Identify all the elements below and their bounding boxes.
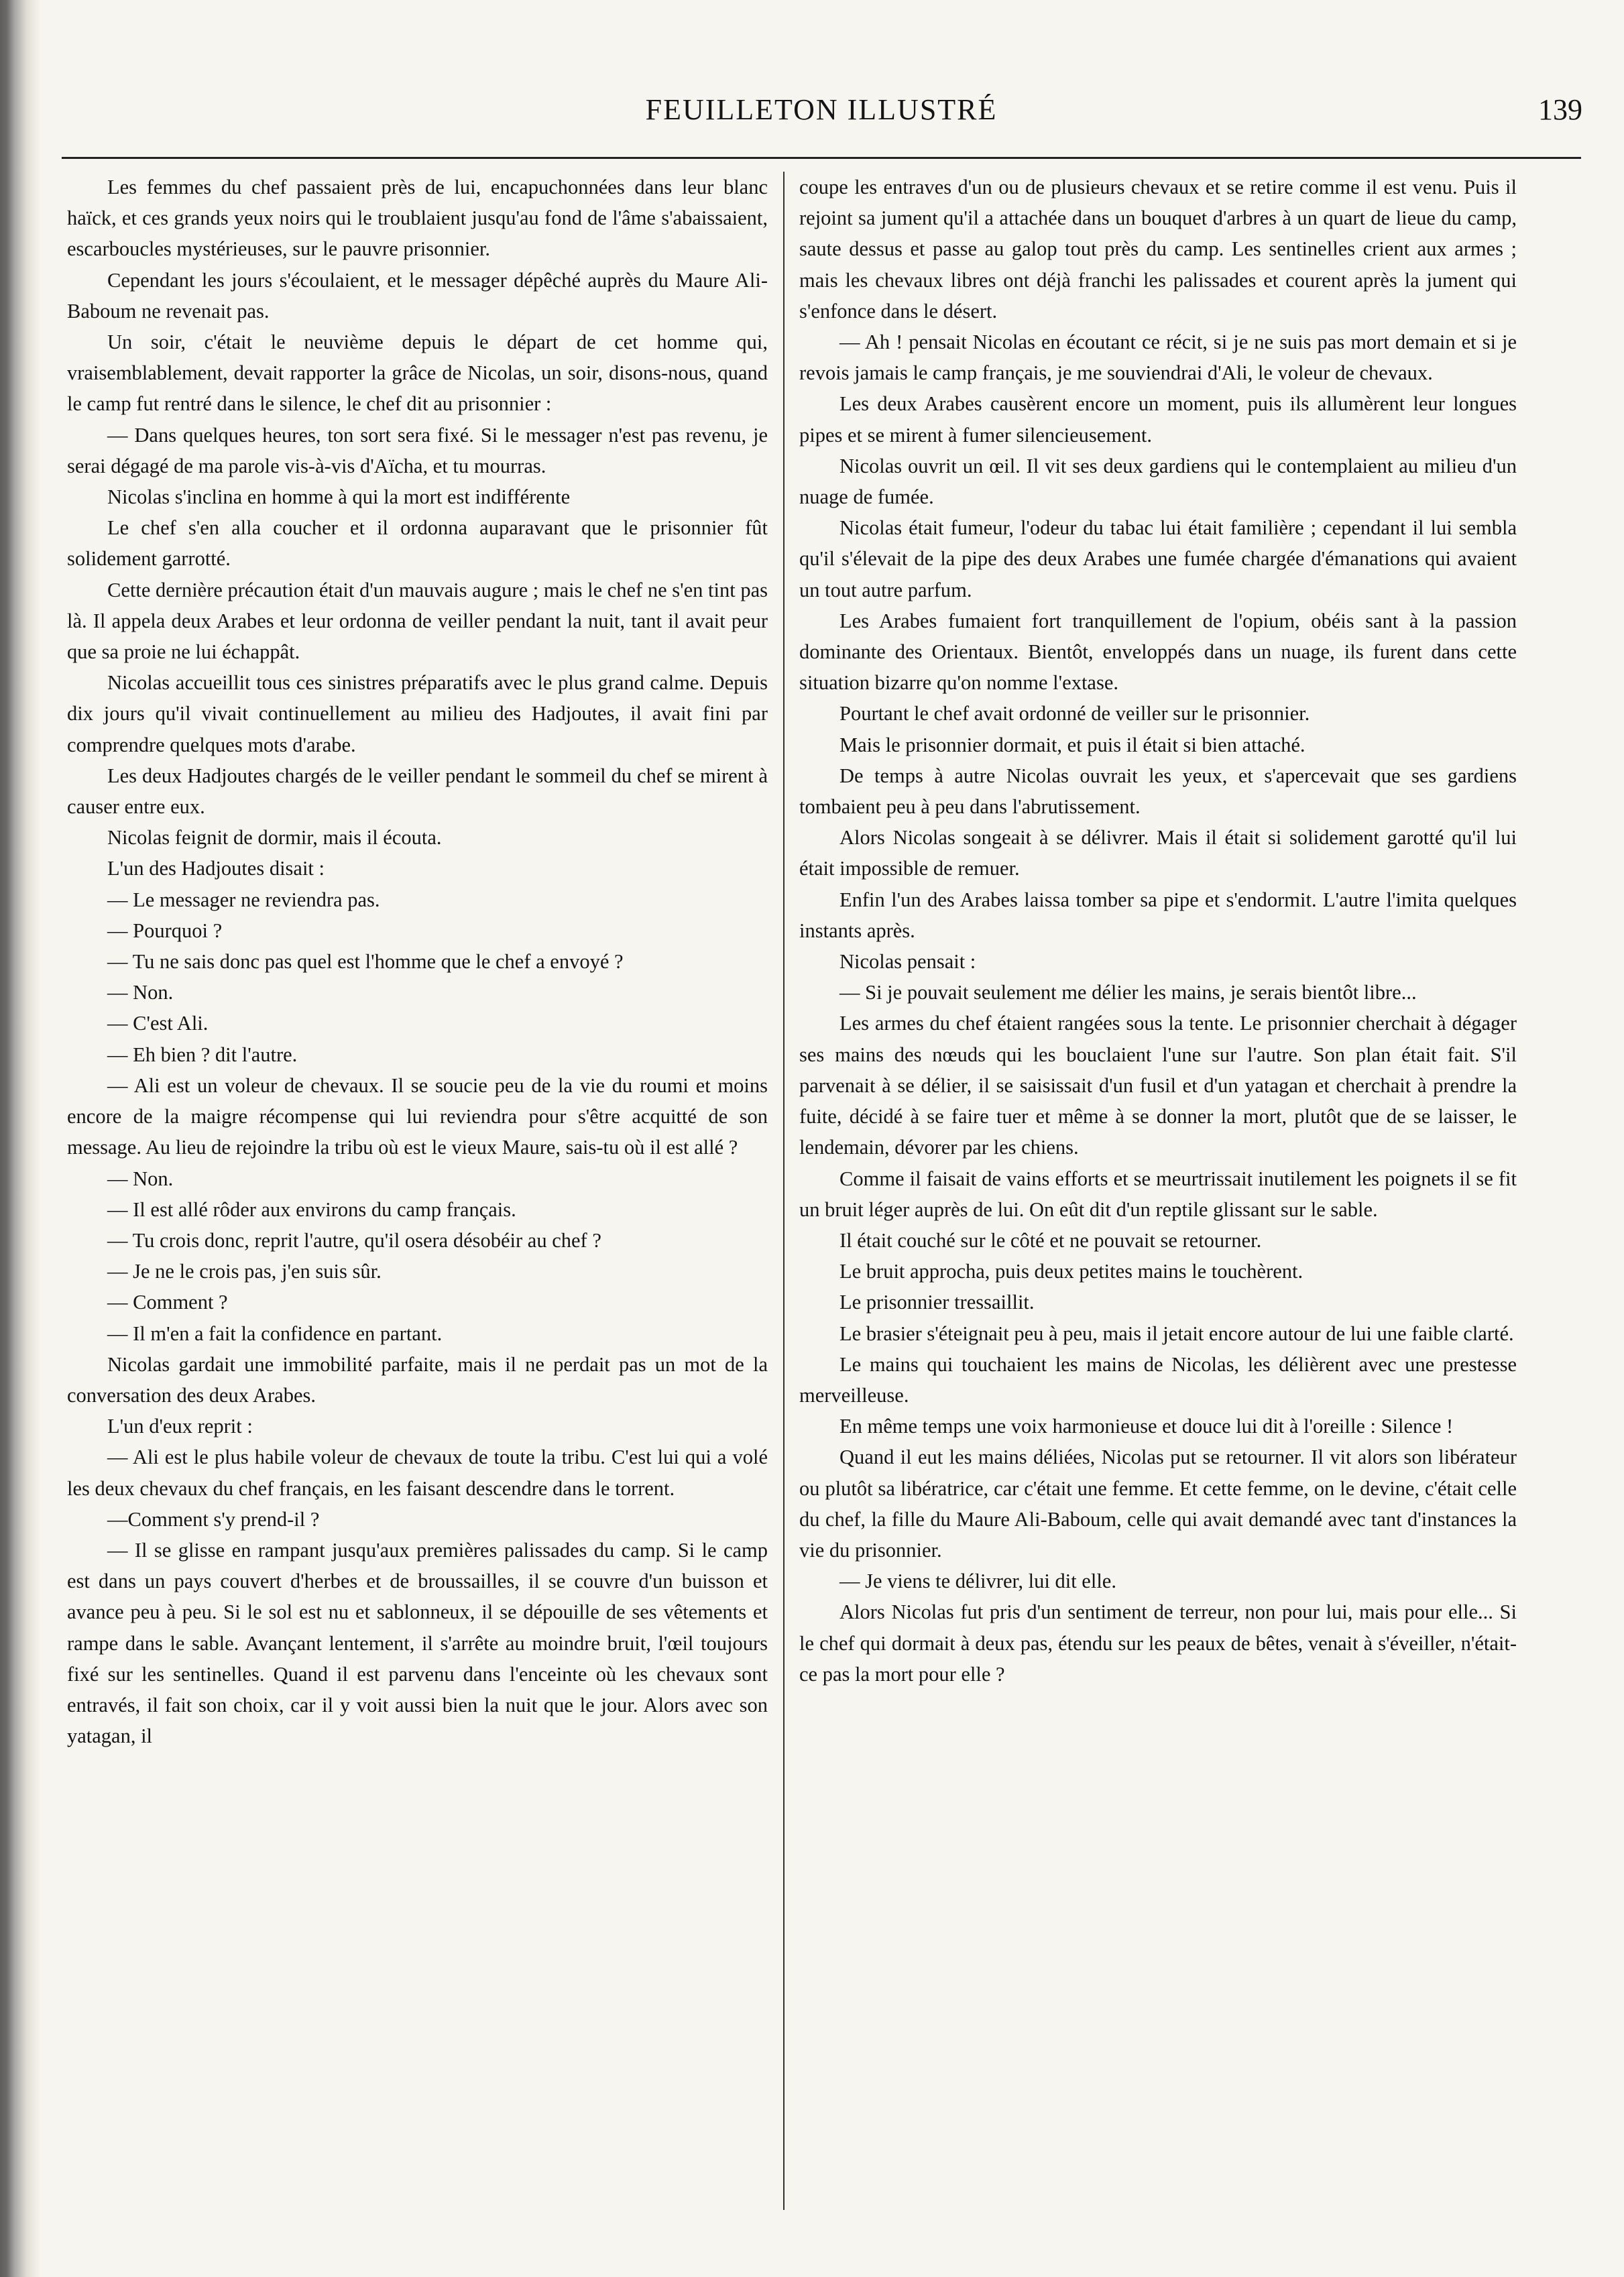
- paragraph: — Ah ! pensait Nicolas en écoutant ce récit, si je ne suis pas mort demain et si je revois jamais le camp français, je me souviendrai d'Ali, le voleur de chevaux.: [799, 331, 1517, 385]
- paragraph: Nicolas feignit de dormir, mais il écouta.: [107, 826, 442, 850]
- paragraph: Les Arabes fumaient fort tranquillement de l'opium, obéis sant à la passion dominante des Orientaux. Bientôt, enveloppés dans un nuage, ils furent dans cette situation bizarre qu'on nomme l'extase.: [799, 609, 1517, 695]
- paragraph: Les armes du chef étaient rangées sous la tente. Le prisonnier cherchait à dégager ses mains des nœuds qui les bouclaient l'une sur l'autre. Son plan était fait. S'il parvenait à se délier, il se saisissait d'un fusil et d'un yatagan et cherchait à prendre la fuite, décidé à se faire tuer et même à se donner la mort, plutôt que de se laisser, le lendemain, dévorer par les chiens.: [799, 1012, 1517, 1159]
- right-column: [799, 172, 1517, 2210]
- paragraph: — Si je pouvait seulement me délier les mains, je serais bientôt libre...: [839, 981, 1417, 1004]
- paragraph: —Comment s'y prend-il ?: [107, 1507, 320, 1531]
- paragraph: En même temps une voix harmonieuse et douce lui dit à l'oreille : Silence !: [839, 1415, 1454, 1438]
- paragraph: Le bruit approcha, puis deux petites mains le touchèrent.: [839, 1260, 1303, 1283]
- paragraph: — Eh bien ? dit l'autre.: [107, 1043, 298, 1066]
- paragraph: L'un des Hadjoutes disait :: [107, 857, 325, 880]
- paragraph: — Le messager ne reviendra pas.: [107, 888, 380, 911]
- paragraph: Les deux Hadjoutes chargés de le veiller pendant le sommeil du chef se mirent à causer entre eux.: [67, 764, 768, 819]
- paragraph: Cependant les jours s'écoulaient, et le messager dépêché auprès du Maure Ali-Baboum ne revenait pas.: [67, 268, 768, 323]
- page-number: 139: [1538, 93, 1582, 126]
- paragraph: Les femmes du chef passaient près de lui, encapuchonnées dans leur blanc haïck, et ces grands yeux noirs qui le troublaient jusqu'au fond de l'âme s'abaissaient, escarboucles mystérieuses, sur le pauvre prisonnier.: [67, 176, 768, 261]
- paragraph: Enfin l'un des Arabes laissa tomber sa pipe et s'endormit. L'autre l'imita quelques instants après.: [799, 888, 1517, 942]
- paragraph: — Non.: [107, 1167, 174, 1190]
- paragraph: Le chef s'en alla coucher et il ordonna auparavant que le prisonnier fût solidement garrotté.: [67, 516, 768, 571]
- paragraph: — Tu ne sais donc pas quel est l'homme que le chef a envoyé ?: [107, 950, 624, 974]
- paragraph: Quand il eut les mains déliées, Nicolas put se retourner. Il vit alors son libérateur ou plutôt sa libératrice, car c'était une femme. Et cette femme, on le devine, c'était celle du chef, la fille du Maure Ali-Baboum, celle qui avait demandé avec tant d'instances la vie du prisonnier.: [799, 1446, 1517, 1562]
- paragraph: Un soir, c'était le neuvième depuis le départ de cet homme qui, vraisemblablement, devait rapporter la grâce de Nicolas, un soir, disons-nous, quand le camp fut rentré dans le silence, le chef dit au prisonnier :: [67, 331, 768, 416]
- paragraph: De temps à autre Nicolas ouvrait les yeux, et s'apercevait que ses gardiens tombaient peu à peu dans l'abrutissement.: [799, 764, 1517, 819]
- paragraph: Nicolas pensait :: [839, 950, 976, 974]
- paragraph: — C'est Ali.: [107, 1012, 209, 1035]
- paragraph: Nicolas s'inclina en homme à qui la mort est indifférente: [107, 485, 571, 509]
- paragraph: Cette dernière précaution était d'un mauvais augure ; mais le chef ne s'en tint pas là. Il appela deux Arabes et leur ordonna de veiller pendant la nuit, tant il avait peur que sa proie ne lui échappât.: [67, 578, 768, 664]
- paragraph: — Dans quelques heures, ton sort sera fixé. Si le messager n'est pas revenu, je serai dégagé de ma parole vis-à-vis d'Aïcha, et tu mourras.: [67, 423, 768, 477]
- paragraph: Les deux Arabes causèrent encore un moment, puis ils allumèrent leur longues pipes et se mirent à fumer silencieusement.: [799, 392, 1517, 447]
- paragraph: — Comment ?: [107, 1291, 228, 1314]
- paragraph: Le mains qui touchaient les mains de Nicolas, les délièrent avec une prestesse merveilleuse.: [799, 1352, 1517, 1407]
- paragraph: Il était couché sur le côté et ne pouvait se retourner.: [839, 1228, 1262, 1252]
- page-header: [60, 93, 1582, 139]
- paragraph: Le prisonnier tressaillit.: [839, 1291, 1035, 1314]
- paragraph: Alors Nicolas songeait à se délivrer. Mais il était si solidement garotté qu'il lui était impossible de remuer.: [799, 826, 1517, 880]
- paragraph: coupe les entraves d'un ou de plusieurs chevaux et se retire comme il est venu. Puis il rejoint sa jument qu'il a attachée dans un bouquet d'arbres à un quart de lieue du camp, saute dessus et passe au galop tout près du camp. Les sentinelles crient aux armes ; mais les chevaux libres ont déjà franchi les palissades et courent après la jument qui s'enfonce dans le désert.: [799, 176, 1517, 323]
- paragraph: Comme il faisait de vains efforts et se meurtrissait inutilement les poignets il se fit un bruit léger auprès de lui. On eût dit d'un reptile glissant sur le sable.: [799, 1167, 1517, 1221]
- column-divider: [783, 172, 785, 2210]
- header-rule: [62, 157, 1581, 159]
- running-title: FEUILLETON ILLUSTRÉ: [645, 93, 998, 126]
- paragraph: Nicolas ouvrit un œil. Il vit ses deux gardiens qui le contemplaient au milieu d'un nuage de fumée.: [799, 454, 1517, 509]
- paragraph: L'un d'eux reprit :: [107, 1415, 253, 1438]
- paragraph: Alors Nicolas fut pris d'un sentiment de terreur, non pour lui, mais pour elle... Si le chef qui dormait à deux pas, étendu sur les peaux de bêtes, venait à s'éveiller, n'était-ce pas la mort pour elle ?: [799, 1600, 1517, 1686]
- paragraph: — Tu crois donc, reprit l'autre, qu'il osera désobéir au chef ?: [107, 1228, 601, 1252]
- paragraph: — Il est allé rôder aux environs du camp français.: [107, 1198, 516, 1221]
- paragraph: — Je viens te délivrer, lui dit elle.: [839, 1570, 1116, 1593]
- paragraph: Nicolas était fumeur, l'odeur du tabac lui était familière ; cependant il lui sembla qu'il s'élevait de la pipe des deux Arabes une fumée chargée d'émanations qui avaient un tout autre parfum.: [799, 516, 1517, 601]
- binding-edge: [0, 0, 40, 2277]
- paragraph: — Ali est le plus habile voleur de chevaux de toute la tribu. C'est lui qui a volé les deux chevaux du chef français, en les faisant descendre dans le torrent.: [67, 1446, 768, 1500]
- paragraph: Le brasier s'éteignait peu à peu, mais il jetait encore autour de lui une faible clarté.: [839, 1322, 1514, 1345]
- paragraph: — Non.: [107, 981, 174, 1004]
- paragraph: Pourtant le chef avait ordonné de veiller sur le prisonnier.: [839, 702, 1310, 725]
- paragraph: Nicolas gardait une immobilité parfaite, mais il ne perdait pas un mot de la conversation des deux Arabes.: [67, 1352, 768, 1407]
- paragraph: Nicolas accueillit tous ces sinistres préparatifs avec le plus grand calme. Depuis dix jours qu'il vivait continuellement au milieu des Hadjoutes, il avait fini par comprendre quelques mots d'arabe.: [67, 671, 768, 756]
- paragraph: — Je ne le crois pas, j'en suis sûr.: [107, 1260, 382, 1283]
- left-column: [67, 172, 768, 2210]
- paragraph: — Il m'en a fait la confidence en partant.: [107, 1322, 443, 1345]
- paragraph: — Il se glisse en rampant jusqu'aux premières palissades du camp. Si le camp est dans un pays couvert d'herbes et de broussailles, il se couvre d'un buisson et avance peu à peu. Si le sol est nu et sablonneux, il se dépouille de ses vêtements et rampe dans le sable. Avançant lentement, il s'arrête au moindre bruit, l'œil toujours fixé sur les sentinelles. Quand il est parvenu dans l'enceinte où les chevaux sont entravés, il fait son choix, car il y voit aussi bien la nuit que le jour. Alors avec son yatagan, il: [67, 1538, 768, 1748]
- paragraph: — Pourquoi ?: [107, 919, 223, 942]
- paragraph: — Ali est un voleur de chevaux. Il se soucie peu de la vie du roumi et moins encore de la maigre récompense qui lui reviendra pour s'être acquitté de son message. Au lieu de rejoindre la tribu où est le vieux Maure, sais-tu où il est allé ?: [67, 1073, 768, 1159]
- paragraph: Mais le prisonnier dormait, et puis il était si bien attaché.: [839, 733, 1306, 756]
